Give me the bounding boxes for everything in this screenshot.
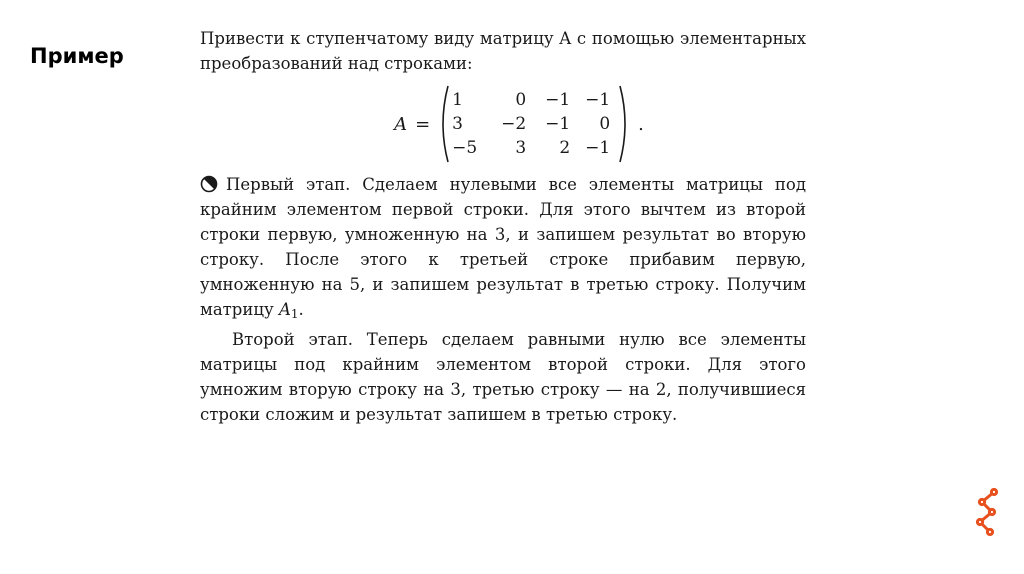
matrix-cell: 0 bbox=[515, 89, 527, 110]
matrix-equation bbox=[232, 82, 806, 166]
step1-matrix-sub: 1 bbox=[290, 307, 299, 321]
matrix-cell: 1 bbox=[452, 89, 463, 110]
matrix-cell: −1 bbox=[585, 137, 611, 158]
textbook-excerpt bbox=[200, 26, 806, 427]
matrix-cell: −1 bbox=[585, 89, 611, 110]
matrix-grid bbox=[452, 88, 616, 160]
left-paren-icon bbox=[436, 84, 450, 164]
half-circle-bullet-icon bbox=[200, 175, 218, 193]
matrix-cell: −5 bbox=[452, 137, 478, 158]
matrix-period: . bbox=[638, 113, 644, 135]
step1-end: . bbox=[298, 300, 304, 319]
logo-icon bbox=[972, 488, 1002, 538]
matrix-cell: 3 bbox=[515, 137, 527, 158]
matrix-cell: −2 bbox=[501, 113, 527, 134]
equals-sign: = bbox=[415, 113, 431, 135]
slide-title: Пример bbox=[30, 44, 124, 68]
problem-intro: Привести к ступенчатому виду матрицу A с помощью элементарных преобразований над строками: bbox=[200, 29, 806, 73]
step2-paragraph: Второй этап. Теперь сделаем равными нулю все элементы матрицы под крайним элементом второй строки. Для этого умножим вторую строку на 3, третью строку — на 2, получившиеся строки сложим и результат запишем в третью строку. bbox=[200, 330, 806, 424]
matrix-cell: −1 bbox=[545, 89, 571, 110]
matrix-cell: 2 bbox=[559, 137, 571, 158]
matrix-name: A bbox=[394, 113, 408, 135]
matrix-cell: 3 bbox=[452, 113, 463, 134]
step1-text: Первый этап. Сделаем нулевыми все элементы матрицы под крайним элементом первой строки. Для этого вычтем из второй строки первую, умноженную на 3, и запишем результат во вторую строку. После этого к третьей строке прибавим первую, умноженную на 5, и запишем результат в третью строку. Получим матрицу bbox=[200, 175, 806, 319]
matrix-cell: −1 bbox=[545, 113, 571, 134]
step1-paragraph bbox=[200, 172, 806, 327]
step1-matrix-name: A bbox=[278, 300, 291, 319]
matrix-cell: 0 bbox=[599, 113, 611, 134]
right-paren-icon bbox=[618, 84, 632, 164]
